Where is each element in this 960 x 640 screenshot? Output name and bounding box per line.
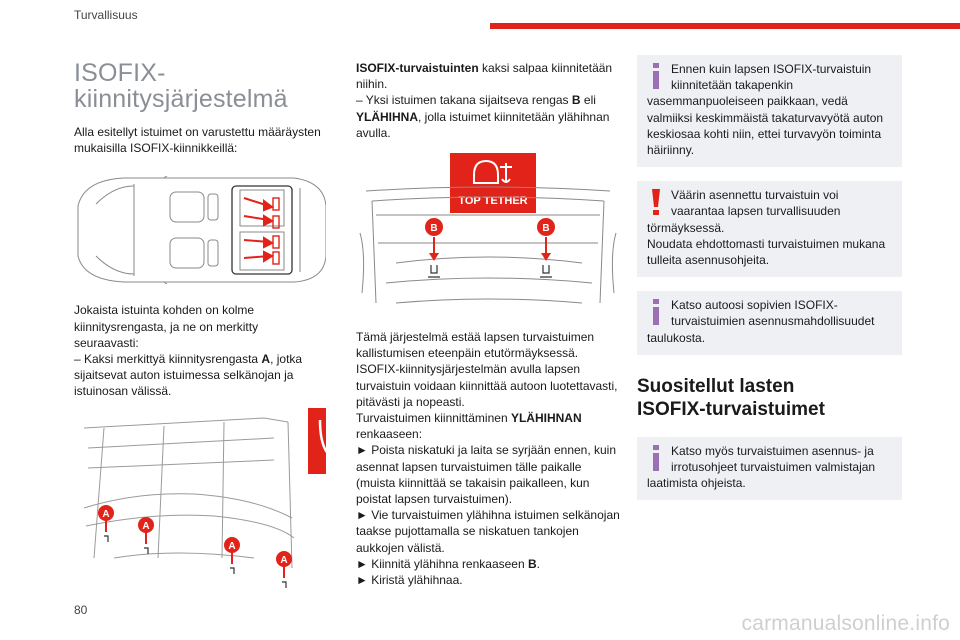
- info-note-2: [637, 291, 902, 355]
- page-number: 80: [74, 603, 88, 617]
- step-4: ► Kiristä ylähihnaa.: [356, 573, 463, 588]
- rings-paragraph: Jokaista istuinta kohden on kolme kiinnitysrengasta, ja ne on merkitty seuraavasti:: [74, 303, 259, 350]
- info-note-2-rest: taulukosta.: [647, 330, 706, 345]
- column-3: [637, 55, 902, 512]
- page-title: [74, 60, 326, 112]
- rings-a-text: – Kaksi merkittyä kiinnitysrengasta: [74, 352, 262, 367]
- header-accent-bar: [490, 23, 960, 29]
- intro-paragraph: Alla esitellyt istuimet on varustettu määräysten mukaisilla ISOFIX-kiinnikkeillä:: [74, 125, 321, 156]
- info-note-3: [637, 437, 902, 501]
- title-line-1: ISOFIX-: [74, 59, 166, 87]
- ring-b-label-2: B: [542, 223, 550, 235]
- step-3: [356, 556, 620, 572]
- attach-heading-pre: Turvaistuimen kiinnittäminen: [356, 411, 511, 426]
- recommended-seats-title-line-1: Suositellut lasten: [637, 375, 795, 397]
- column-1: [74, 60, 326, 598]
- top-tether-term: YLÄHIHNA: [356, 109, 418, 124]
- info-note-1-first: Ennen kuin lapsen ISOFIX-turvaistuin kiinnitetään takapenkin: [671, 62, 872, 93]
- rear-seat-svg: [74, 408, 326, 598]
- top-tether-term-2: YLÄHIHNAN: [510, 411, 582, 426]
- ring-b-ref: B: [571, 93, 581, 108]
- ring-a-label-1: A: [102, 508, 110, 520]
- warning-icon: [647, 188, 665, 216]
- info-icon: [647, 444, 665, 472]
- info-note-3-first: Katso myös turvaistuimen asennus- ja irrotusohjeet turvaistuimen valmistajan: [671, 443, 876, 475]
- info-note-1-rest: vasemmanpuoleiseen paikkaan, vedä valmiiksi keskimmäistä takaturvavyötä auton keskiosaa kohti niin, ettei turvavyön toiminta häiriinny.: [647, 94, 884, 158]
- ring-b-text-mid: eli: [580, 93, 596, 108]
- recommended-seats-title-line-2: ISOFIX-turvaistuimet: [637, 398, 825, 420]
- rings-a-text-post: , jotka sijaitsevat auton istuimessa selkänojan ja istuinosan välissä.: [74, 352, 303, 399]
- ring-a-label-4: A: [280, 554, 288, 566]
- warning-note: [637, 181, 902, 277]
- ring-b-markers: [425, 218, 555, 261]
- ring-a-markers: [98, 505, 292, 578]
- title-line-2: kiinnitysjärjestelmä: [74, 85, 288, 113]
- step-3-post: .: [536, 556, 540, 571]
- ring-a-label-3: A: [228, 540, 236, 552]
- isofix-benefit-paragraph: ISOFIX-kiinnitysjärjestelmän avulla lapsen turvaistuin voidaan kiinnittää autoon luotettavasti, pitävästi ja nopeasti.: [356, 362, 618, 409]
- column-2: [356, 60, 620, 588]
- recommended-seats-title: [637, 375, 902, 421]
- ring-a-ref: A: [261, 352, 271, 367]
- section-header: Turvallisuus: [74, 8, 138, 22]
- info-note-1: [637, 55, 902, 167]
- ring-b-text-post: , jolla istuimet kiinnitetään ylähihnan avulla.: [356, 109, 610, 140]
- ring-b-text-pre: – Yksi istuimen takana sijaitseva rengas: [356, 93, 572, 108]
- warning-note-first: Väärin asennettu turvaistuin voi vaarantaa lapsen turvallisuuden: [671, 188, 841, 219]
- car-topview-figure: [74, 176, 326, 284]
- rings-a-paragraph: [74, 351, 326, 400]
- forward-tilt-paragraph: Tämä järjestelmä estää lapsen turvaistuimen kallistumisen eteenpäin etutörmäyksessä.: [356, 330, 595, 361]
- ring-b-paragraph: [356, 92, 620, 141]
- top-tether-figure: [356, 153, 620, 321]
- isofix-latch-text: kaksi salpaa kiinnitetään niihin.: [356, 61, 613, 92]
- rear-seat-isofix-figure: [74, 408, 326, 598]
- top-tether-svg: [356, 153, 620, 321]
- warning-note-rest-2: Noudata ehdottomasti turvaistuimen mukana tulleita asennusohjeita.: [647, 236, 886, 268]
- step-3-ring-ref: B: [527, 556, 537, 571]
- info-note-2-first: Katso autoosi sopivien ISOFIX-turvaistuimien asennusmahdollisuudet: [671, 298, 875, 329]
- watermark: carmanualsonline.info: [741, 612, 950, 635]
- isofix-term: ISOFIX-turvaistuinten: [356, 61, 479, 75]
- top-tether-label: TOP TETHER: [458, 195, 528, 208]
- isofix-latch-paragraph: [356, 60, 620, 92]
- attach-heading-post: renkaaseen:: [356, 427, 423, 442]
- step-1: ► Poista niskatuki ja laita se syrjään ennen, kuin asennat lapsen turvaistuimen tälle paikalle (muista kiinnittää se takaisin paikalleen, kun poistat lapsen turvaistuimen).: [356, 443, 617, 507]
- ring-a-label-2: A: [142, 520, 150, 532]
- step-3-pre: ► Kiinnitä ylähihna renkaaseen: [356, 556, 528, 571]
- attach-heading-paragraph: [356, 410, 620, 442]
- ring-b-label-1: B: [430, 223, 438, 235]
- info-note-3-rest: laatimista ohjeista.: [647, 476, 746, 491]
- step-2: ► Vie turvaistuimen ylähihna istuimen selkänojan taakse pujottamalla se niskatuen tankojen aukkojen välistä.: [356, 508, 620, 555]
- info-icon: [647, 298, 665, 326]
- warning-note-rest: törmäyksessä.: [647, 220, 725, 235]
- info-icon: [647, 62, 665, 90]
- car-topview-svg: [74, 176, 326, 284]
